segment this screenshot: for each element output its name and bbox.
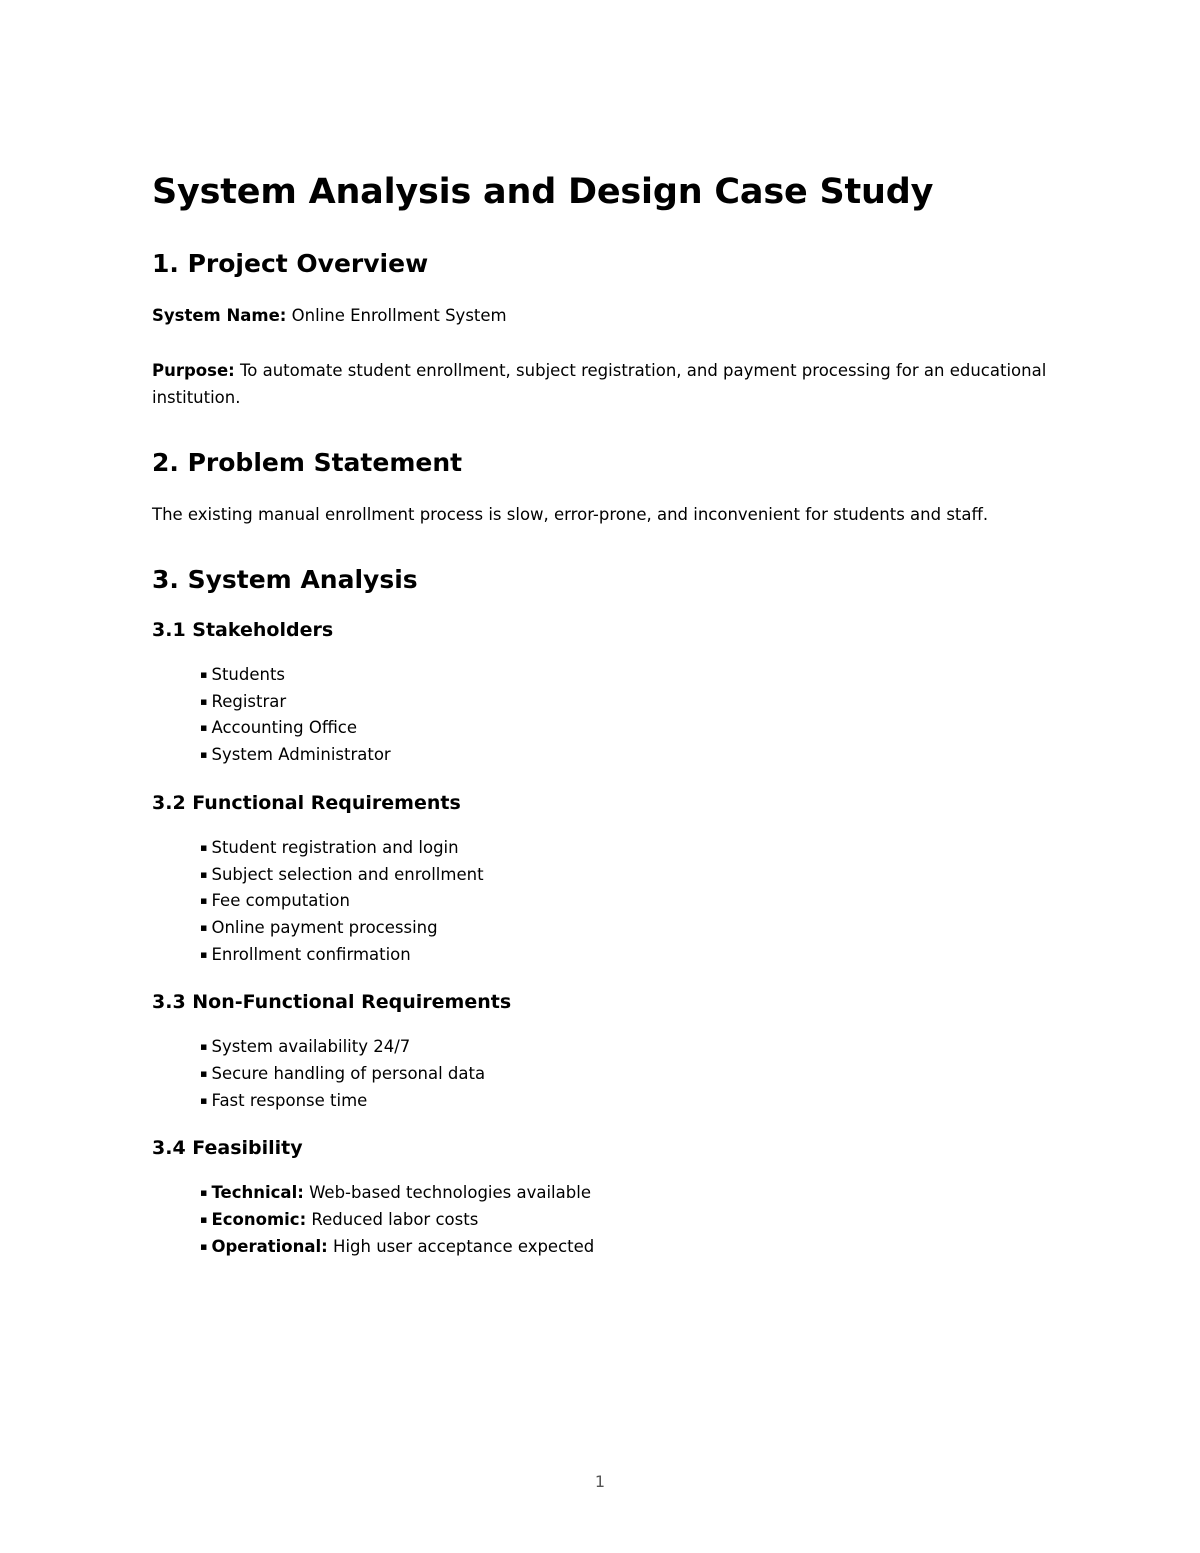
system-name-line <box>152 302 1052 329</box>
list-item: ▪ Online payment processing <box>200 915 1052 942</box>
bullet-icon: ▪ <box>200 694 208 708</box>
subsection-heading-feasibility: 3.4 Feasibility <box>152 1137 303 1160</box>
functional-requirements-list <box>152 835 1052 969</box>
non-functional-requirements-list <box>152 1034 1052 1114</box>
feasibility-label: Economic: <box>211 1210 307 1230</box>
list-item: ▪ Fee computation <box>200 888 1052 915</box>
section-heading-project-overview: 1. Project Overview <box>152 249 429 278</box>
bullet-icon: ▪ <box>200 947 208 961</box>
purpose-line <box>152 357 1052 411</box>
bullet-icon: ▪ <box>200 748 208 762</box>
bullet-icon: ▪ <box>200 894 208 908</box>
subsection-heading-functional-requirements: 3.2 Functional Requirements <box>152 791 461 814</box>
bullet-icon: ▪ <box>200 668 208 681</box>
purpose-value: To automate student enrollment, subject registration, and payment processing for an educational institution. <box>152 361 1047 407</box>
system-name-value: Online Enrollment System <box>291 306 507 325</box>
document-title: System Analysis and Design Case Study <box>152 172 934 212</box>
page-number: 1 <box>594 1472 606 1491</box>
bullet-icon: ▪ <box>200 867 208 881</box>
bullet-icon: ▪ <box>200 1186 208 1200</box>
feasibility-list <box>152 1180 1052 1260</box>
system-name-label: System Name: <box>152 306 287 325</box>
list-item: ▪ System Administrator <box>200 742 1052 769</box>
list-item: ▪ Accounting Office <box>200 715 1052 742</box>
section-heading-system-analysis: 3. System Analysis <box>152 565 418 594</box>
stakeholders-list <box>152 662 1052 769</box>
subsection-heading-stakeholders: 3.1 Stakeholders <box>152 619 334 641</box>
feasibility-value: High user acceptance expected <box>333 1236 595 1256</box>
list-item <box>200 1234 1052 1261</box>
list-item <box>200 1207 1052 1234</box>
list-item: ▪ Student registration and login <box>200 835 1052 862</box>
list-item: ▪ System availability 24/7 <box>200 1034 1052 1061</box>
bullet-icon: ▪ <box>200 1239 208 1253</box>
bullet-icon: ▪ <box>200 1067 208 1081</box>
feasibility-label: Technical: <box>211 1183 304 1203</box>
bullet-icon: ▪ <box>200 1093 208 1107</box>
bullet-icon: ▪ <box>200 1213 208 1227</box>
bullet-icon: ▪ <box>200 1040 208 1054</box>
bullet-icon: ▪ <box>200 920 208 934</box>
bullet-icon: ▪ <box>200 840 208 854</box>
purpose-label: Purpose: <box>152 361 235 380</box>
list-item <box>200 1180 1052 1207</box>
list-item: ▪ Fast response time <box>200 1088 1052 1115</box>
document-content <box>152 166 1052 1281</box>
feasibility-value: Reduced labor costs <box>311 1210 479 1230</box>
problem-statement-text: The existing manual enrollment process is slow, error-prone, and inconvenient for students and staff. <box>152 505 989 524</box>
bullet-icon: ▪ <box>200 721 208 735</box>
section-heading-problem-statement: 2. Problem Statement <box>152 448 463 477</box>
list-item: ▪ Enrollment confirmation <box>200 942 1052 969</box>
list-item: ▪ Secure handling of personal data <box>200 1061 1052 1088</box>
subsection-heading-non-functional-requirements: 3.3 Non-Functional Requirements <box>152 991 512 1014</box>
list-item: ▪ Subject selection and enrollment <box>200 862 1052 889</box>
list-item: ▪ Registrar <box>200 689 1052 716</box>
feasibility-label: Operational: <box>211 1236 328 1256</box>
feasibility-value: Web-based technologies available <box>309 1183 591 1203</box>
list-item: ▪ Students <box>200 662 1052 689</box>
